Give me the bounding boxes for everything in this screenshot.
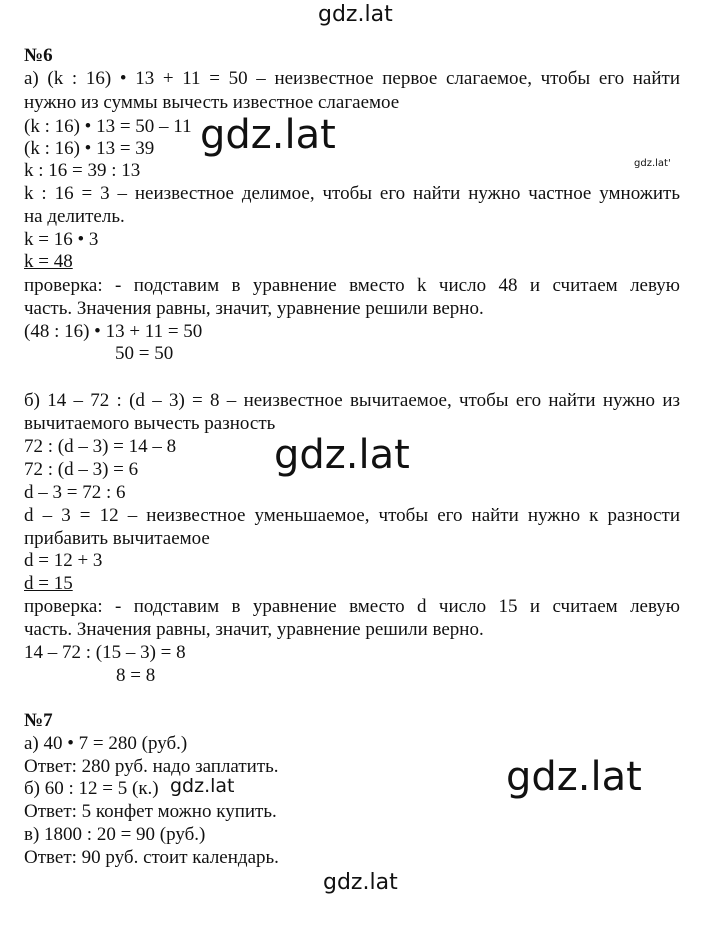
watermark-top: gdz.lat: [318, 2, 393, 27]
task6-b-step3: d – 3 = 72 : 6: [24, 482, 126, 503]
task6-a-step3: k : 16 = 39 : 13: [24, 160, 141, 181]
task7-a: а) 40 • 7 = 280 (руб.): [24, 733, 188, 754]
task6-b-answer: d = 15: [24, 573, 73, 594]
task6-a-step2: (k : 16) • 13 = 39: [24, 138, 155, 159]
task6-a-step1: (k : 16) • 13 = 50 – 11: [24, 116, 192, 137]
task7-b-answer: Ответ: 5 конфет можно купить.: [24, 801, 277, 822]
task6-a-check3: (48 : 16) • 13 + 11 = 50: [24, 321, 203, 342]
watermark-bottom: gdz.lat: [323, 870, 398, 895]
task6-title: №6: [24, 45, 53, 66]
watermark-large-3: gdz.lat: [506, 754, 642, 800]
task6-b-step4b: прибавить вычитаемое: [24, 528, 210, 549]
task6-b-check3: 14 – 72 : (15 – 3) = 8: [24, 642, 186, 663]
watermark-large-2: gdz.lat: [274, 432, 410, 478]
task6-b-step5: d = 12 + 3: [24, 550, 103, 571]
task6-a-check4: 50 = 50: [115, 343, 174, 364]
task6-a-step4: k : 16 = 3 – неизвестное делимое, чтобы его найти нужно частное умножить: [24, 183, 680, 204]
task6-a-step4b: на делитель.: [24, 206, 125, 227]
task7-c-answer: Ответ: 90 руб. стоит календарь.: [24, 847, 279, 868]
task6-a-line2: нужно из суммы вычесть известное слагаемое: [24, 92, 400, 113]
task6-b-check4: 8 = 8: [116, 665, 156, 686]
task7-a-answer: Ответ: 280 руб. надо заплатить.: [24, 756, 279, 777]
task7-title: №7: [24, 710, 53, 731]
watermark-large-1: gdz.lat: [200, 112, 336, 158]
task6-b-step2: 72 : (d – 3) = 6: [24, 459, 139, 480]
task6-a-line1: а) (k : 16) • 13 + 11 = 50 – неизвестное первое слагаемое, чтобы его найти: [24, 68, 680, 89]
task7-c: в) 1800 : 20 = 90 (руб.): [24, 824, 206, 845]
task6-b-check1: проверка: - подставим в уравнение вместо d число 15 и считаем левую: [24, 596, 680, 617]
task6-b-line1: б) 14 – 72 : (d – 3) = 8 – неизвестное вычитаемое, чтобы его найти нужно из: [24, 390, 680, 411]
task6-b-step4: d – 3 = 12 – неизвестное уменьшаемое, чтобы его найти нужно к разности: [24, 505, 680, 526]
task6-a-check1: проверка: - подставим в уравнение вместо k число 48 и считаем левую: [24, 275, 680, 296]
task6-b-step1: 72 : (d – 3) = 14 – 8: [24, 436, 177, 457]
watermark-small: gdz.lat': [634, 158, 671, 169]
task6-a-check2: часть. Значения равны, значит, уравнение решили верно.: [24, 298, 484, 319]
task6-b-line2: вычитаемого вычесть разность: [24, 413, 276, 434]
watermark-inline: gdz.lat: [170, 775, 235, 797]
task7-b: б) 60 : 12 = 5 (к.): [24, 778, 159, 799]
task6-a-answer: k = 48: [24, 251, 73, 272]
task6-b-check2: часть. Значения равны, значит, уравнение решили верно.: [24, 619, 484, 640]
task6-a-step5: k = 16 • 3: [24, 229, 99, 250]
